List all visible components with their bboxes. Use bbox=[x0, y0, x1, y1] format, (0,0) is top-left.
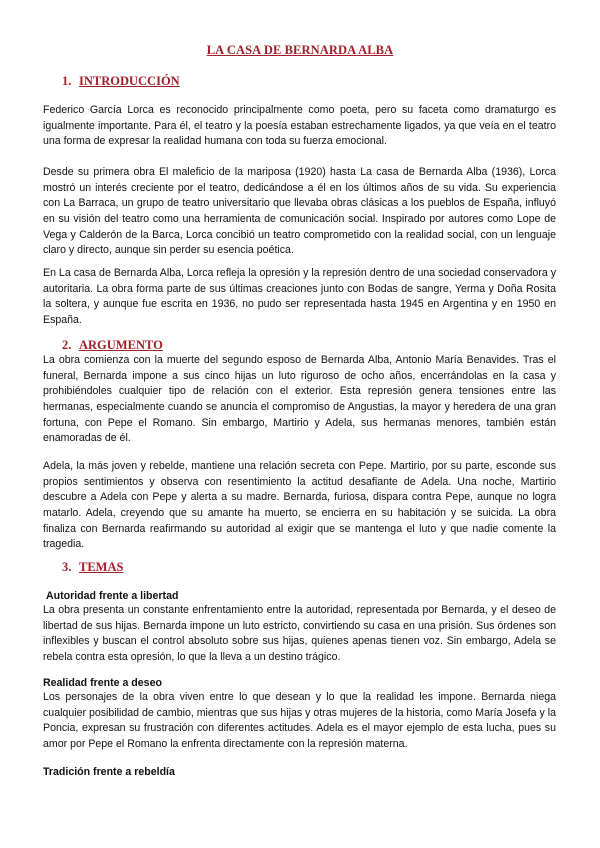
section-title: ARGUMENTO bbox=[79, 338, 163, 352]
section-number: 3. bbox=[62, 560, 72, 574]
subsection-title: Tradición frente a rebeldía bbox=[43, 766, 175, 778]
section-title: TEMAS bbox=[79, 560, 124, 574]
paragraph: La obra comienza con la muerte del segundo esposo de Bernarda Alba, Antonio María Benavides. Tras el funeral, Bernarda impone a sus cinco hijas un luto riguroso de ocho años, encerrándolas en la casa y prohibiéndoles cualquier tipo de relación con el exterior. Esta represión genera tensiones entre las hermanas, especialmente cuando se anuncia el compromiso de Angustias, la mayor y heredera de una gran fortuna, con Pepe el Romano. Sin embargo, Martirio y Adela, sus hermanas menores, también están enamoradas de él. bbox=[43, 354, 556, 445]
paragraph: Desde su primera obra El maleficio de la mariposa (1920) hasta La casa de Bernarda Alba (1936), Lorca mostró un interés creciente por el teatro, dedicándose a él en los últimos años de su vida. Su experiencia con La Barraca, un grupo de teatro universitario que llevaba obras clásicas a los pueblos de España, influyó en su visión del teatro como una herramienta de comunicación social. Inspirado por autores como Lope de Vega y Calderón de la Barca, Lorca concibió un teatro comprometido con la realidad social, con un lenguaje claro y directo, aunque sin perder su esencia poética. bbox=[43, 166, 556, 257]
paragraph: La obra presenta un constante enfrentamiento entre la autoridad, representada por Bernarda, y el deseo de libertad de sus hijas. Bernarda impone un luto estricto, convirtiendo su casa en una prisión. Sus órdenes son inflexibles y buscan el control absoluto sobre sus hijas, quienes apenas tienen voz. Sin embargo, Adela se rebela contra esta opresión, lo que la lleva a un destino trágico. bbox=[43, 604, 556, 663]
subsection-title: Realidad frente a deseo bbox=[43, 677, 162, 689]
document-title: LA CASA DE BERNARDA ALBA bbox=[206, 43, 394, 57]
paragraph: En La casa de Bernarda Alba, Lorca refleja la opresión y la represión dentro de una sociedad conservadora y autoritaria. La obra forma parte de sus últimas creaciones junto con Bodas de sangre, Yerma y Doña Rosita la soltera, y aunque fue escrita en 1936, no pudo ser representada hasta 1945 en Argentina y en 1950 en España. bbox=[43, 267, 556, 326]
section-heading-argumento bbox=[62, 338, 163, 353]
subsection-title: Autoridad frente a libertad bbox=[46, 590, 179, 602]
paragraph: Adela, la más joven y rebelde, mantiene una relación secreta con Pepe. Martirio, por su parte, esconde sus propios sentimientos y observa con resentimiento la actitud desafiante de Adela. Una noche, Martirio descubre a Adela con Pepe y alerta a su madre. Bernarda, furiosa, dispara contra Pepe, aunque no logra matarlo. Adela, creyendo que su amante ha muerto, se encierra en su habitación y se suicida. La obra finaliza con Bernarda reafirmando su autoridad al exigir que se mantenga el luto y que nadie comente la tragedia. bbox=[43, 460, 556, 551]
paragraph: Federico García Lorca es reconocido principalmente como poeta, pero su faceta como dramaturgo es igualmente importante. Para él, el teatro y la poesía estaban estrechamente ligados, ya que veía en el teatro una forma de expresar la realidad humana con toda su fuerza emocional. bbox=[43, 104, 556, 148]
section-heading-introduccion bbox=[62, 74, 180, 89]
section-number: 2. bbox=[62, 338, 72, 352]
section-heading-temas bbox=[62, 560, 123, 575]
section-number: 1. bbox=[62, 74, 72, 88]
paragraph: Los personajes de la obra viven entre lo que desean y lo que la realidad les impone. Bernarda niega cualquier posibilidad de cambio, mientras que sus hijas y otras mujeres de la historia, como María Josefa y la Poncia, expresan su frustración con diferentes actitudes. Adela es el mayor ejemplo de esta lucha, pues su amor por Pepe el Romano la enfrenta directamente con la represión materna. bbox=[43, 691, 556, 750]
section-title: INTRODUCCIÓN bbox=[79, 74, 180, 88]
